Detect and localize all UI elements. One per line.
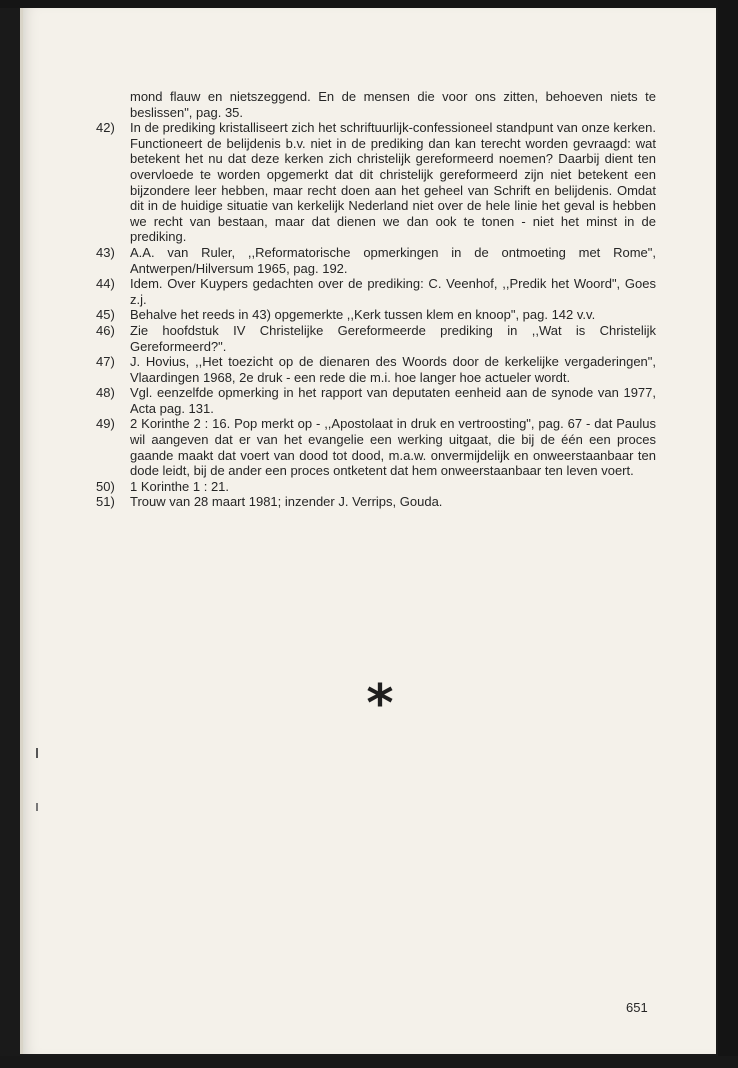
note-number: 50): [96, 478, 115, 494]
note-number: 45): [96, 307, 115, 323]
note-number: 49): [96, 416, 115, 432]
endnote-47: [96, 354, 656, 385]
endnote-49: [96, 416, 656, 478]
endnote-44: [96, 276, 656, 307]
endnote-50: [96, 479, 656, 495]
note-number: 51): [96, 494, 115, 510]
note-text: Trouw van 28 maart 1981; inzender J. Verrips, Gouda.: [130, 494, 443, 510]
book-page: [20, 8, 716, 1054]
endnote-46: [96, 323, 656, 354]
note-continuation: [96, 89, 656, 120]
note-number: 47): [96, 354, 115, 370]
note-text: 2 Korinthe 2 : 16. Pop merkt op - ,,Apostolaat in druk en vertroosting", pag. 67 - dat Paulus wil aangeven dat er van het evangelie een werking uitgaat, die bij de één een proces gaande maakt dat voert van dood tot dood, m.a.w. onvermijdelijk en onweerstaanbaar ten dode leidt, bij de ander een proces ontketent dat hem onweerstaanbaar ten leven voert.: [130, 416, 656, 479]
endnote-43: [96, 245, 656, 276]
page-number: 651: [626, 1000, 648, 1015]
note-text: J. Hovius, ,,Het toezicht op de dienaren des Woords door de kerkelijke vergaderingen", Vlaardingen 1968, 2e druk - een rede die m.i. hoe langer hoe actueler wordt.: [130, 354, 656, 385]
margin-mark: [36, 748, 38, 758]
note-text: mond flauw en nietszeggend. En de mensen die voor ons zitten, behoeven niets te beslissen", pag. 35.: [130, 89, 656, 120]
asterisk-ornament: *: [366, 674, 394, 734]
endnotes-list: [96, 89, 656, 510]
note-text: Behalve het reeds in 43) opgemerkte ,,Kerk tussen klem en knoop", pag. 142 v.v.: [130, 307, 596, 323]
note-number: 43): [96, 244, 115, 260]
page-gutter: [20, 8, 23, 1054]
note-number: 48): [96, 385, 115, 401]
endnote-45: [96, 307, 656, 323]
margin-mark: [36, 803, 38, 811]
note-text: In de prediking kristalliseert zich het schriftuurlijk-confessioneel standpunt van onze kerken. Functioneert de belijdenis b.v. niet in de prediking dan kan terecht worden gevraagd: wat betekent het nu dat deze kerken zich christelijk gereformeerd noemen? Daarbij dient ten overvloede te worden opgemerkt dat dit christelijk gereformeerd zijn niet betekent een bijzondere leer hebben, maar recht doen aan het geheel van Schrift en belijdenis. Omdat dit in de huidige situatie van kerkelijk Nederland niet over de hele linie het geval is hebben we recht van bestaan, maar dat dienen we dan ook te tonen - niet het minst in de prediking.: [130, 120, 656, 245]
endnote-51: [96, 494, 656, 510]
note-text: Idem. Over Kuypers gedachten over de prediking: C. Veenhof, ,,Predik het Woord", Goes z.j.: [130, 276, 656, 307]
note-text: Zie hoofdstuk IV Christelijke Gereformeerde prediking in ,,Wat is Christelijk Gereformeerd?".: [130, 322, 656, 354]
scan-border-top: [0, 0, 738, 8]
note-text: A.A. van Ruler, ,,Reformatorische opmerkingen in de ontmoeting met Rome", Antwerpen/Hilversum 1965, pag. 192.: [130, 244, 656, 276]
endnote-42: [96, 120, 656, 245]
note-number: 44): [96, 276, 115, 292]
endnote-48: [96, 385, 656, 416]
note-text: 1 Korinthe 1 : 21.: [130, 478, 230, 494]
note-number: 42): [96, 120, 115, 136]
scan-border-right: [718, 0, 738, 1068]
note-number: 46): [96, 322, 115, 338]
note-text: Vgl. eenzelfde opmerking in het rapport van deputaten eenheid aan de synode van 1977, Acta pag. 131.: [130, 385, 656, 416]
scan-border-bottom: [0, 1056, 738, 1068]
